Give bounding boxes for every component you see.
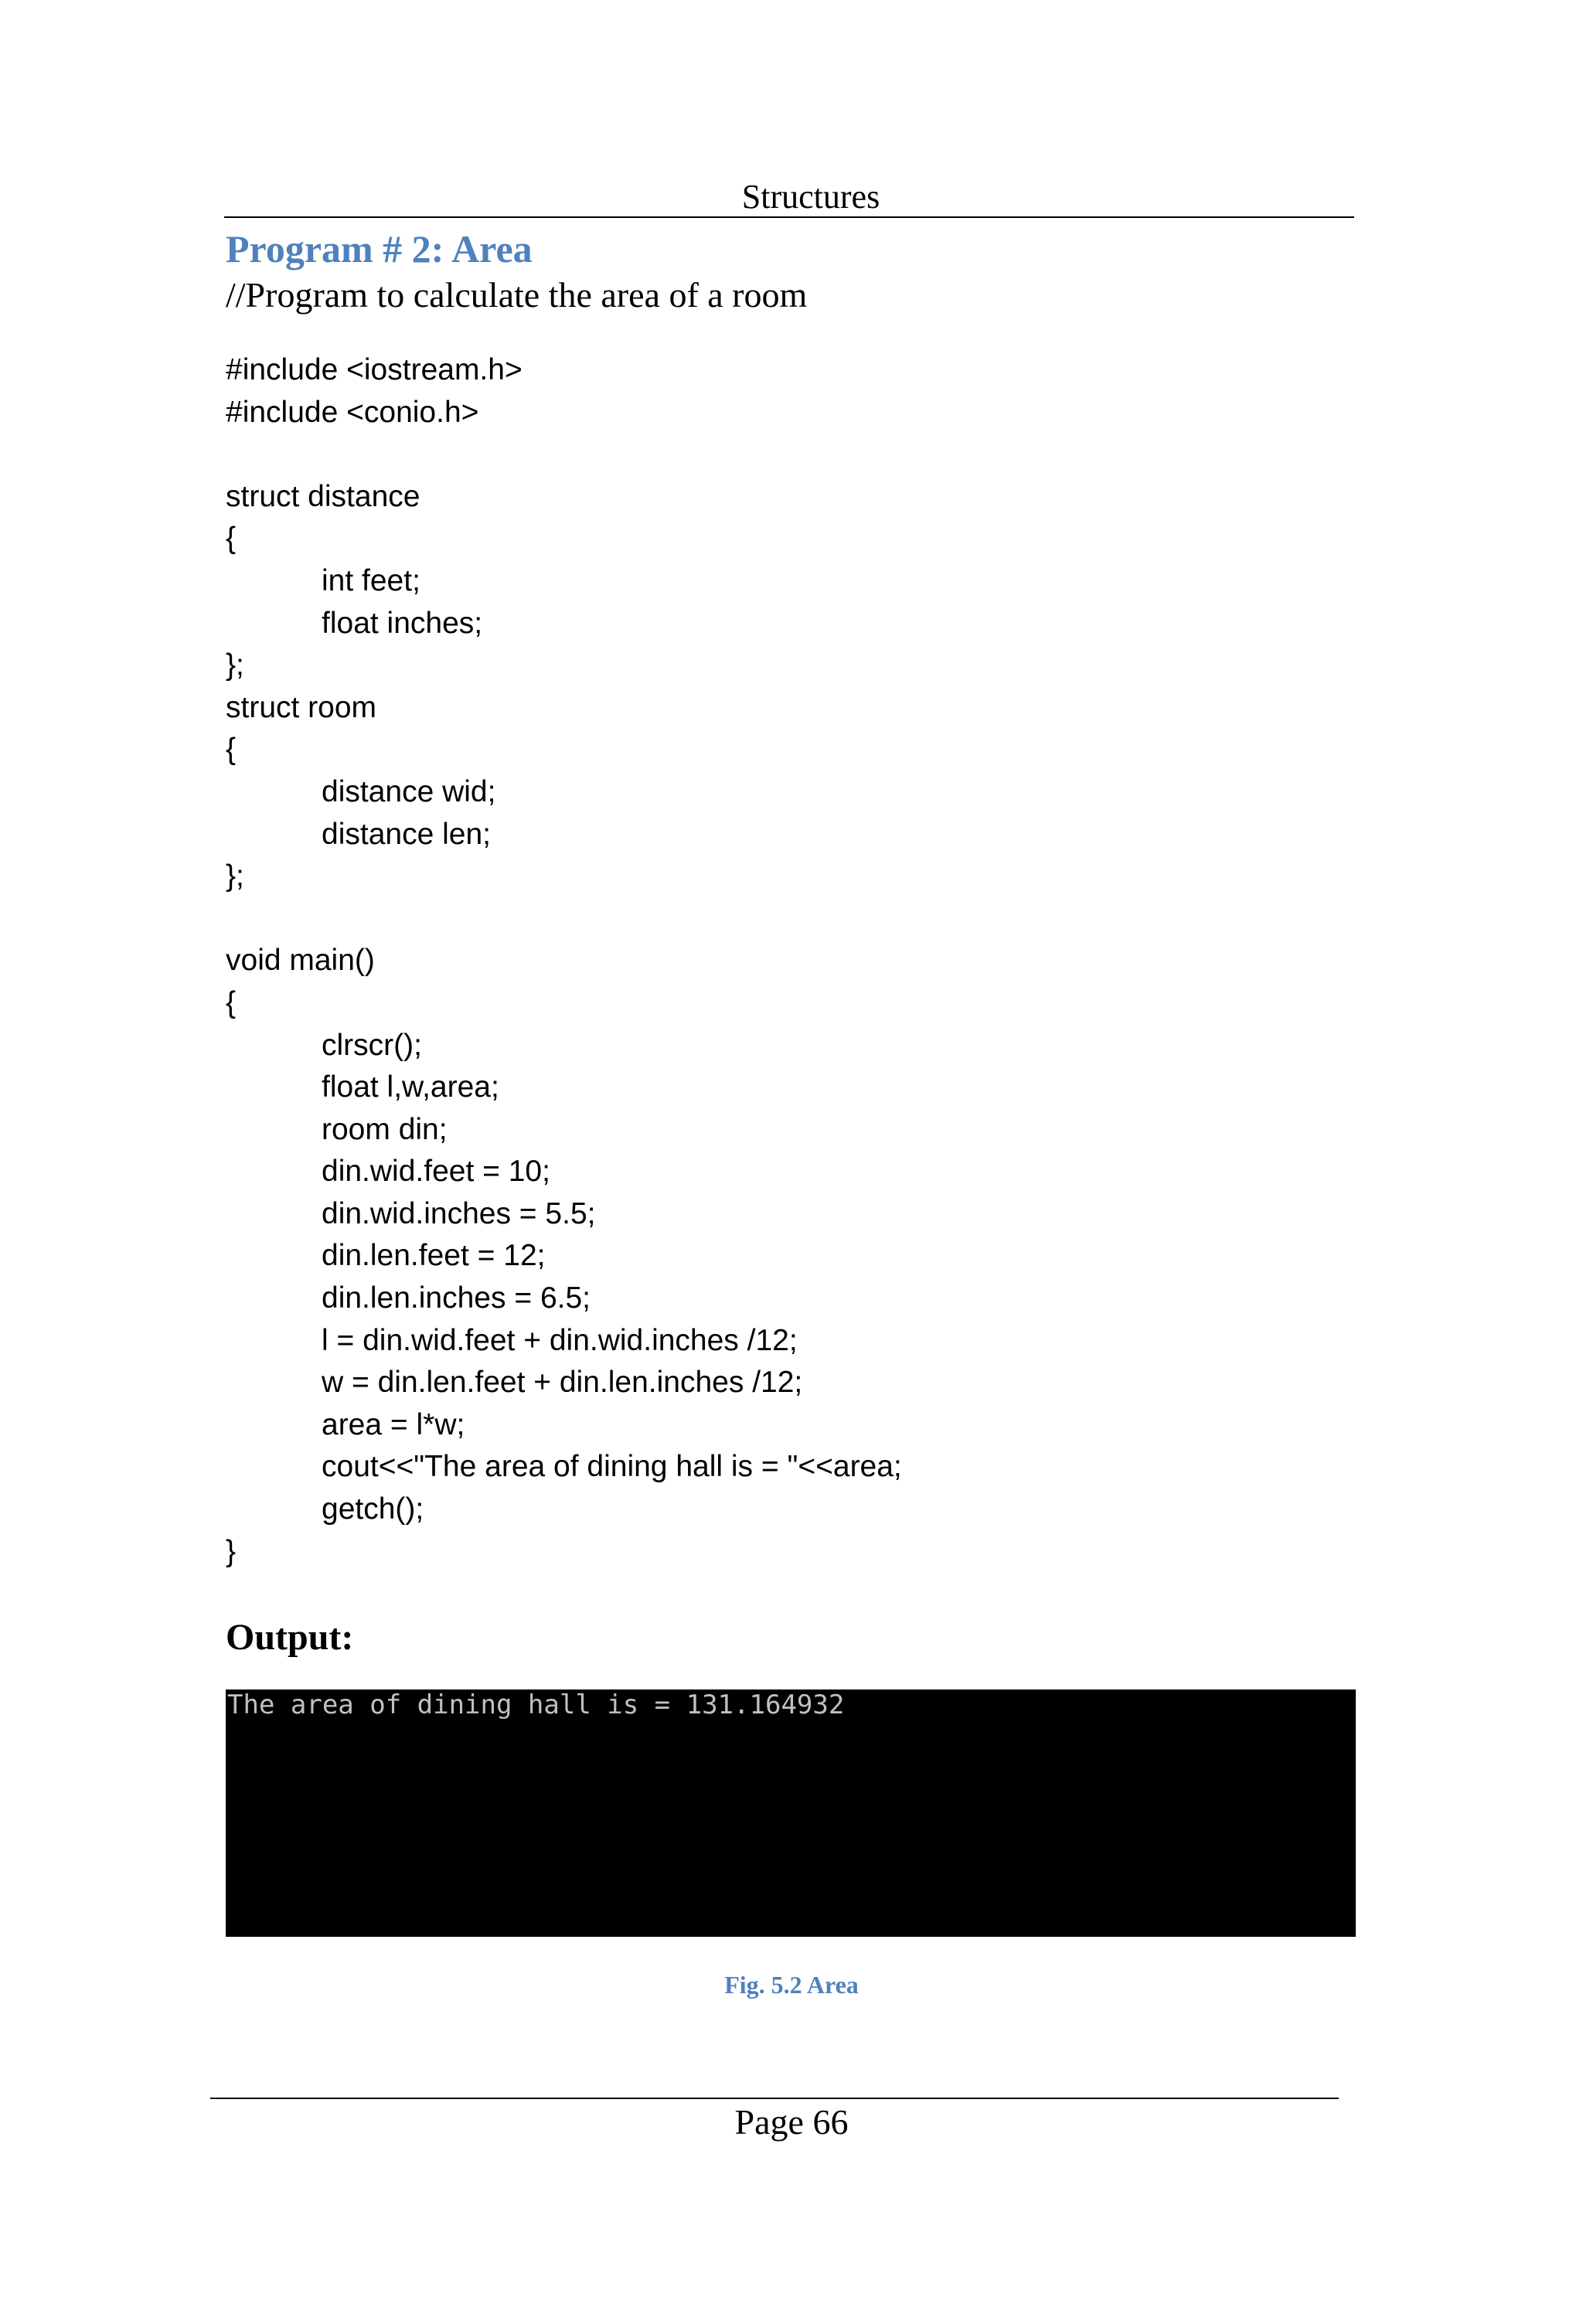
code-listing: [226, 349, 902, 1573]
code-line: int feet;: [322, 563, 420, 597]
code-line: {: [226, 985, 237, 1019]
code-line: distance len;: [322, 817, 491, 851]
code-line: float l,w,area;: [322, 1070, 499, 1104]
code-line: };: [226, 859, 244, 893]
code-line: void main(): [226, 944, 375, 978]
code-line: din.wid.inches = 5.5;: [322, 1196, 596, 1230]
code-line: w = din.len.feet + din.len.inches /12;: [322, 1366, 803, 1400]
code-line: din.len.inches = 6.5;: [322, 1281, 591, 1315]
program-heading: Program # 2: Area: [226, 227, 533, 271]
output-label: Output:: [226, 1617, 354, 1658]
running-header-title: Structures: [741, 178, 880, 216]
code-line: distance wid;: [322, 774, 496, 808]
code-line: struct room: [226, 690, 377, 724]
code-line: clrscr();: [322, 1028, 422, 1062]
header-rule: [224, 216, 1354, 218]
code-line: getch();: [322, 1492, 424, 1526]
code-line: };: [226, 648, 244, 682]
code-line: din.len.feet = 12;: [322, 1239, 546, 1273]
code-line: float inches;: [322, 606, 483, 640]
code-line: din.wid.feet = 10;: [322, 1155, 550, 1189]
code-line: cout<<"The area of dining hall is = "<<area;: [322, 1450, 902, 1484]
code-line: [226, 898, 902, 941]
code-line: [226, 434, 902, 476]
code-line: {: [226, 733, 237, 767]
code-line: l = din.wid.feet + din.wid.inches /12;: [322, 1323, 798, 1357]
console-output-text: The area of dining hall is = 131.164932: [227, 1689, 845, 1720]
footer-rule: [210, 2098, 1339, 2099]
code-line: struct distance: [226, 479, 420, 513]
page-number: Page 66: [734, 2102, 849, 2142]
code-line: {: [226, 522, 237, 556]
figure-caption: Fig. 5.2 Area: [724, 1971, 859, 1999]
console-screenshot: [226, 1689, 1356, 1937]
code-line: }: [226, 1534, 237, 1568]
code-line: #include <iostream.h>: [226, 353, 523, 386]
code-line: area = l*w;: [322, 1407, 465, 1441]
program-comment: //Program to calculate the area of a room: [226, 275, 808, 315]
code-line: #include <conio.h>: [226, 395, 479, 429]
code-line: room din;: [322, 1112, 448, 1146]
